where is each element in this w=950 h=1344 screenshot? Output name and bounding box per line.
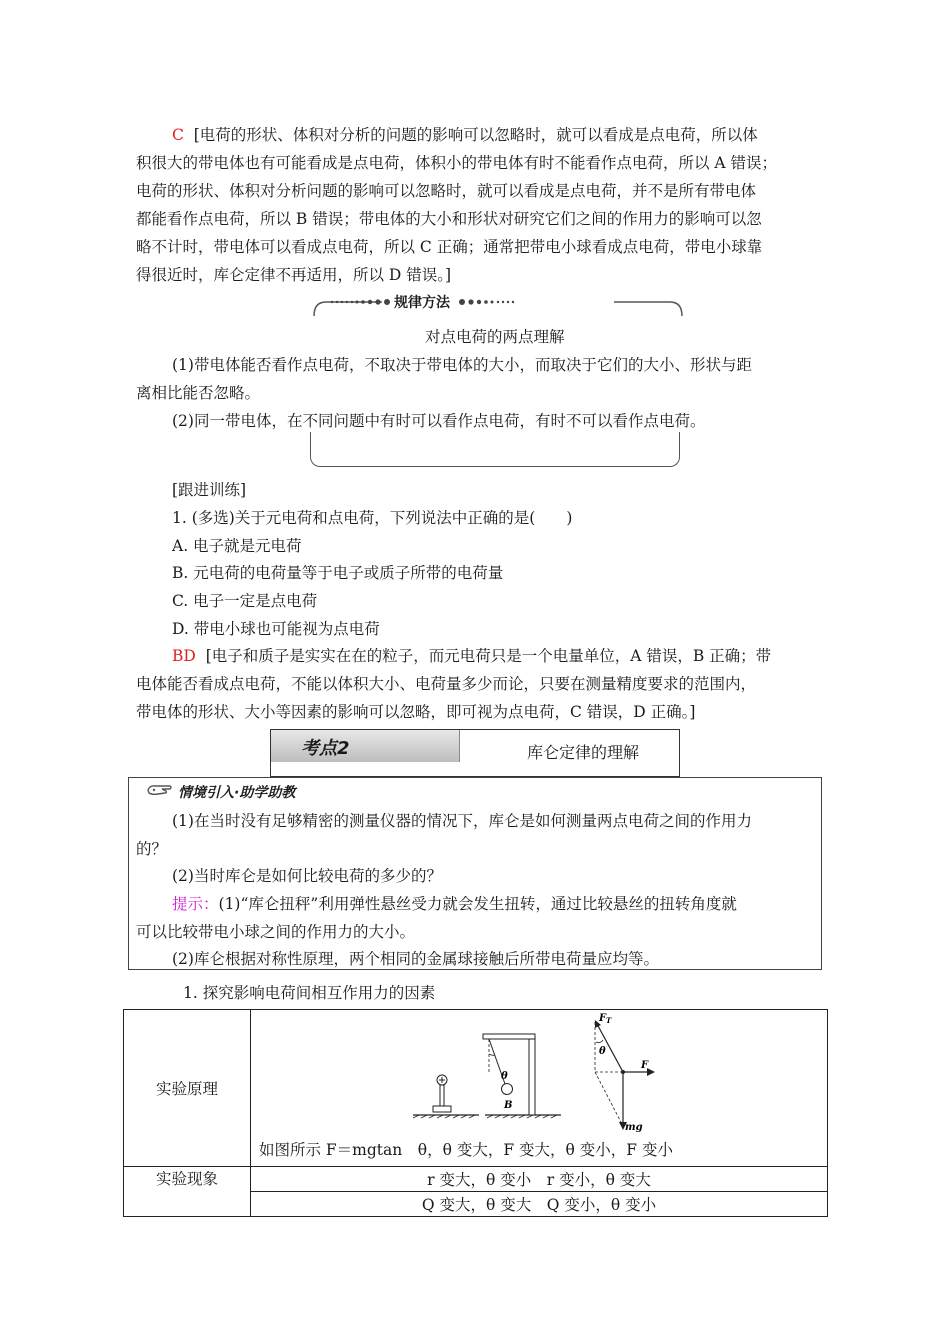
option-d: D. 带电小球也可能视为点电荷 (172, 620, 380, 638)
answer1-line-1 (172, 125, 758, 145)
answer1-line-4: 都能看作点电荷，所以 B 错误；带电体的大小和形状对研究它们之间的作用力的影响可以忽 (136, 210, 762, 228)
table-row (124, 1010, 828, 1167)
figure-ft-subscript: T (606, 1016, 612, 1025)
hint-line-2: 可以比较带电小球之间的作用力的大小。 (136, 923, 416, 941)
charged-sphere-stand (413, 1075, 479, 1118)
answer1-line-3: 电荷的形状、体积对分析问题的影响可以忽略时，就可以看成是点电荷，并不是所有带电体 (136, 182, 757, 200)
phenomenon-cell-1 (251, 1167, 828, 1192)
figure-theta-label-2: θ (599, 1046, 606, 1057)
principle-label: 实验原理 (155, 1080, 218, 1098)
answer1-line-6: 得很近时，库仑定律不再适用，所以 D 错误。] (136, 266, 452, 284)
option-a: A. 电子就是元电荷 (172, 537, 302, 555)
hint-text-1: (1)“库仑扭秤”利用弹性悬丝受力就会发生扭转，通过比较悬丝的扭转角度就 (218, 895, 737, 913)
answer1-line-2: 积很大的带电体也有可能看成是点电荷，体积小的带电体有时不能看作点电荷，所以 A 错误； (136, 154, 778, 172)
experiment-figure (409, 1012, 669, 1134)
method-banner-title: 规律方法 (394, 295, 450, 311)
practice-header: [跟进训练] (172, 481, 247, 499)
answer1-line-5: 略不计时，带电体可以看成点电荷，所以 C 正确；通常把带电小球看成点电荷，带电小球靠 (136, 238, 763, 256)
figure-b-label: B (504, 1100, 513, 1111)
phenomenon-label-cell (124, 1167, 251, 1217)
figure-mg-label: mg (625, 1122, 643, 1133)
option-b: B. 元电荷的电荷量等于电子或质子所带的电荷量 (172, 564, 504, 582)
practice-answer-line-3: 带电体的形状、大小等因素的影响可以忽略，即可视为点电荷，C 错误，D 正确。] (136, 703, 696, 721)
method-box-bottom (310, 432, 680, 467)
method-title: 对点电荷的两点理解 (425, 328, 565, 346)
hand-pointer-icon (146, 782, 174, 798)
experiment-table (123, 1009, 828, 1217)
kaodian-tag-text: 考点2 (301, 738, 350, 759)
hint-line-3: (2)库仑根据对称性原理，两个相同的金属球接触后所带电荷量应均等。 (172, 950, 659, 968)
figure-ft-label: F (599, 1013, 607, 1024)
answer1-label: C (172, 126, 184, 144)
figure-f-label: F (641, 1060, 649, 1071)
force-diagram (595, 1013, 655, 1133)
option-c: C. 电子一定是点电荷 (172, 592, 318, 610)
practice-answer-line-2: 电体能否看成点电荷，不能以体积大小、电荷量多少而论，只要在测量精度要求的范围内， (136, 675, 757, 693)
scenario-q1-line-1: (1)在当时没有足够精密的测量仪器的情况下，库仑是如何测量两点电荷之间的作用力 (172, 812, 752, 830)
method-line-3: (2)同一带电体，在不同问题中有时可以看作点电荷，有时不可以看作点电荷。 (172, 412, 706, 430)
phenomenon-1: r 变大，θ 变小 r 变小，θ 变大 (427, 1171, 651, 1189)
figure-theta-label: θ (501, 1071, 508, 1082)
method-banner (312, 296, 684, 316)
method-line-2: 离相比能否忽略。 (136, 384, 261, 402)
principle-content-cell (251, 1010, 828, 1167)
phenomenon-label: 实验现象 (155, 1170, 218, 1188)
answer1-text-1: [电荷的形状、体积对分析的问题的影响可以忽略时，就可以看成是点电荷，所以体 (193, 126, 758, 144)
practice-answer-line-1 (172, 646, 771, 666)
practice-answer-label: BD (172, 647, 196, 665)
method-line-1: (1)带电体能否看作点电荷，不取决于带电体的大小，而取决于它们的大小、形状与距 (172, 356, 752, 374)
table-row (124, 1167, 828, 1192)
kaodian-title: 库仑定律的理解 (527, 743, 640, 762)
scenario-q2: (2)当时库仑是如何比较电荷的多少的？ (172, 867, 442, 885)
practice-answer-text-1: [电子和质子是实实在在的粒子，而元电荷只是一个电量单位，A 错误，B 正确；带 (205, 647, 772, 665)
kaodian-box (270, 729, 680, 777)
scenario-q1-line-2: 的？ (136, 840, 168, 858)
hint-line-1 (172, 894, 737, 914)
hint-label: 提示： (172, 895, 219, 913)
practice-question: 1. (多选)关于元电荷和点电荷，下列说法中正确的是( ) (172, 509, 573, 527)
pendulum-frame (483, 1034, 561, 1118)
experiment-heading: 1. 探究影响电荷间相互作用力的因素 (183, 984, 436, 1002)
scenario-header: 情境引入·助学助教 (178, 785, 296, 801)
principle-formula: 如图所示 F＝mgtan θ，θ 变大，F 变大，θ 变小，F 变小 (259, 1141, 673, 1159)
phenomenon-2: Q 变大，θ 变大 Q 变小，θ 变小 (421, 1196, 657, 1214)
principle-label-cell (124, 1010, 251, 1167)
phenomenon-cell-2 (251, 1192, 828, 1217)
kaodian-tag (271, 730, 460, 762)
